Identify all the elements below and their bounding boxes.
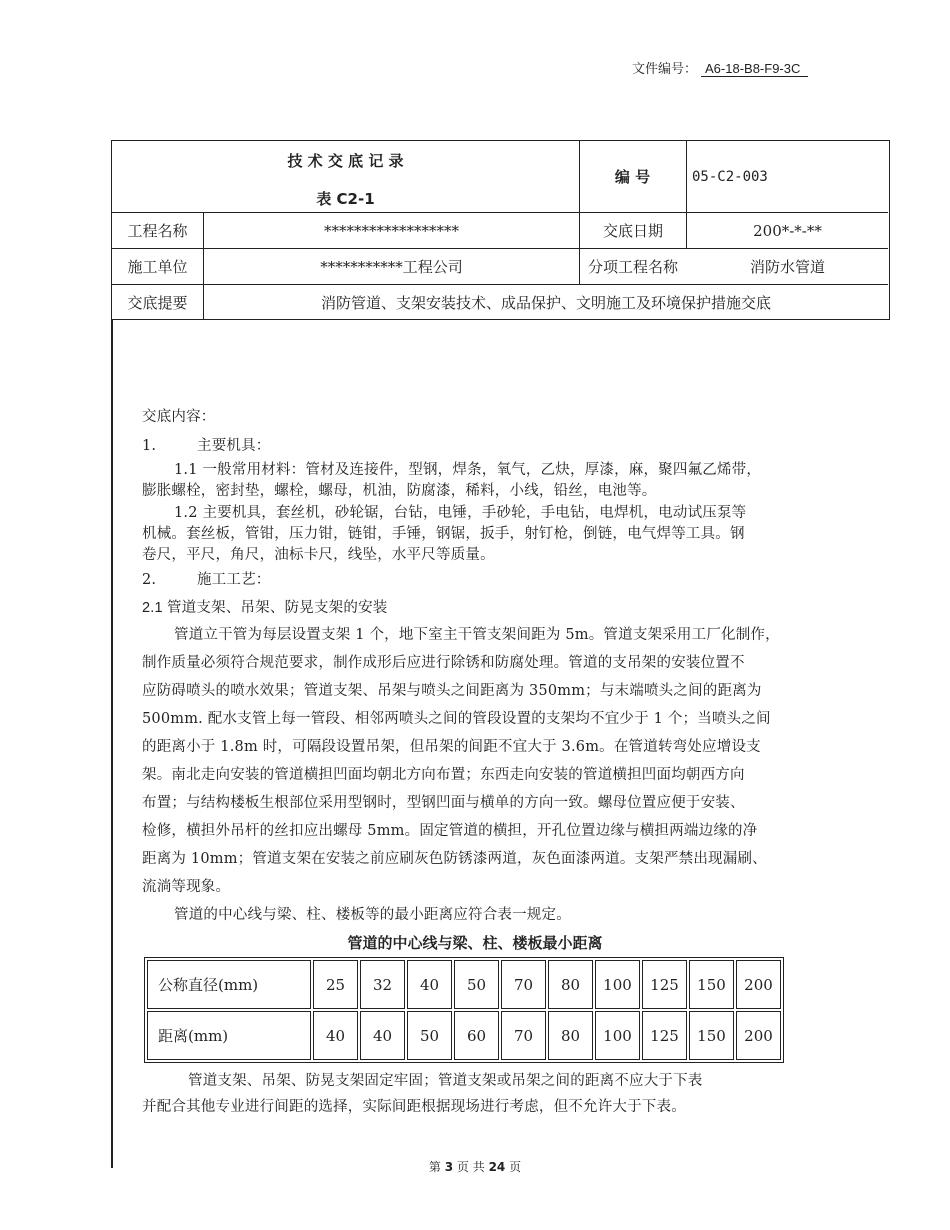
body-line: 制作质量必须符合规范要求，制作成形后应进行除锈和防腐处理。管道的支吊架的安装位置不 [142,655,745,671]
table-cell: 200 [736,1011,781,1060]
file-number-label: 文件编号： [632,61,698,76]
contractor-label: 施工单位 [127,258,188,276]
body-line: 管道的中心线与梁、柱、楼板等的最小距离应符合表一规定。 [174,907,571,923]
page-footer [0,1158,950,1175]
table-row-label: 距离(mm) [147,1011,311,1060]
body-line: 管道立干管为每层设置支架 1 个，地下室主干管支架间距为 5m。管道支架采用工厂化制作， [174,627,780,643]
item-1-2-line: 1.2 主要机具，套丝机，砂轮锯，台钻，电锤，手砂轮，手电钻，电焊机，电动试压泵等 [174,505,747,521]
item-1-2-line: 卷尺，平尺，角尺，油标卡尺，线坠，水平尺等质量。 [142,547,495,563]
body-line: 500mm. 配水支管上每一管段、相邻两喷头之间的管段设置的支架均不宜少于 1 个；当喷头之间 [142,711,771,727]
summary-label: 交底提要 [127,293,188,312]
table-cell: 125 [642,960,687,1009]
table-cell: 80 [548,1011,593,1060]
body-line: 布置；与结构楼板生根部位采用型钢时，型钢凹面与横单的方向一致。螺母位置应便于安装、 [142,795,745,811]
content-heading: 交底内容： [142,409,216,425]
table-cell: 100 [595,1011,640,1060]
number-value: 05-C2-003 [692,168,768,185]
item-1-2-line: 机械。套丝板，管钳，压力钳，链钳，手锤，钢锯，扳手，射钉枪，倒链，电气焊等工具。钢 [142,526,745,542]
body-line: 应防碍喷头的喷水效果；管道支架、吊架与喷头之间距离为 350mm；与末端喷头之间的距离为 [142,683,762,699]
table-cell: 40 [360,1011,405,1060]
table-cell: 32 [360,960,405,1009]
header-table [111,140,890,320]
form-code: 表 C2-1 [316,189,375,208]
table-cell: 40 [313,1011,358,1060]
page-total: 24 [488,1160,506,1174]
number-label: 编 号 [614,168,651,186]
contractor-value: ***********工程公司 [320,258,463,276]
body-line: 的距离小于 1.8m 时，可隔段设置吊架，但吊架的间距不宜大于 3.6m。在管道转弯处应增设支 [142,739,761,755]
table-row [147,1011,781,1060]
table-cell: 150 [689,1011,734,1060]
project-name-value: ****************** [324,221,459,240]
clearance-table [144,957,784,1063]
page-number: 3 [444,1160,454,1174]
item-1-1-line: 膨胀螺栓，密封垫，螺栓，螺母，机油，防腐漆，稀料，小线，铅丝，电池等。 [142,483,657,499]
date-label: 交底日期 [602,222,663,240]
table-cell: 70 [501,960,546,1009]
table-title: 管道的中心线与梁、柱、楼板最小距离 [347,934,603,952]
section-2-title: 施工工艺： [197,572,271,588]
item-1-1-line: 1.1 一般常用材料：管材及连接件，型钢，焊条，氧气，乙炔，厚漆，麻，聚四氟乙烯带， [174,462,762,478]
summary-value: 消防管道、支架安装技术、成品保护、文明施工及环境保护措施交底 [320,293,771,312]
table-cell: 200 [736,960,781,1009]
table-cell: 60 [454,1011,499,1060]
table-cell: 50 [454,960,499,1009]
file-number [632,58,808,77]
section-1-number: 1. [142,438,157,454]
footer-post: 页 [509,1160,522,1174]
section-1-title: 主要机具： [197,438,271,454]
project-name-label: 工程名称 [127,222,188,240]
footer-pre: 第 [428,1160,441,1174]
footer-mid: 页 共 [456,1160,485,1174]
sub-project-value: 消防水管道 [749,258,825,276]
date-value: 200*-*-** [753,221,822,240]
after-table-line: 管道支架、吊架、防晃支架固定牢固；管道支架或吊架之间的距离不应大于下表 [188,1073,703,1089]
table-row [147,960,781,1009]
body-line: 流淌等现象。 [142,879,231,895]
table-cell: 25 [313,960,358,1009]
table-cell: 80 [548,960,593,1009]
after-table-line: 并配合其他专业进行间距的选择，实际间距根据现场进行考虑，但不允许大于下表。 [142,1099,686,1115]
section-2-1-title: 2.1 管道支架、吊架、防晃支架的安装 [142,600,388,616]
body-line: 检修，横担外吊杆的丝扣应出螺母 5mm。固定管道的横担，开孔位置边缘与横担两端边缘的净 [142,823,758,839]
table-cell: 150 [689,960,734,1009]
table-cell: 100 [595,960,640,1009]
page-border [111,320,113,1168]
table-cell: 50 [407,1011,452,1060]
table-row-label: 公称直径(mm) [147,960,311,1009]
table-cell: 70 [501,1011,546,1060]
table-cell: 40 [407,960,452,1009]
section-2-number: 2. [142,572,157,588]
sub-project-label: 分项工程名称 [587,258,678,276]
body-line: 距离为 10mm；管道支架在安装之前应刷灰色防锈漆两道，灰色面漆两道。支架严禁出现漏刷、 [142,851,767,867]
file-number-value: A6-18-B8-F9-3C [701,61,808,77]
form-title: 技 术 交 底 记 录 [287,151,404,170]
body-line: 架。南北走向安装的管道横担凹面均朝北方向布置；东西走向安装的管道横担凹面均朝西方向 [142,767,745,783]
table-cell: 125 [642,1011,687,1060]
